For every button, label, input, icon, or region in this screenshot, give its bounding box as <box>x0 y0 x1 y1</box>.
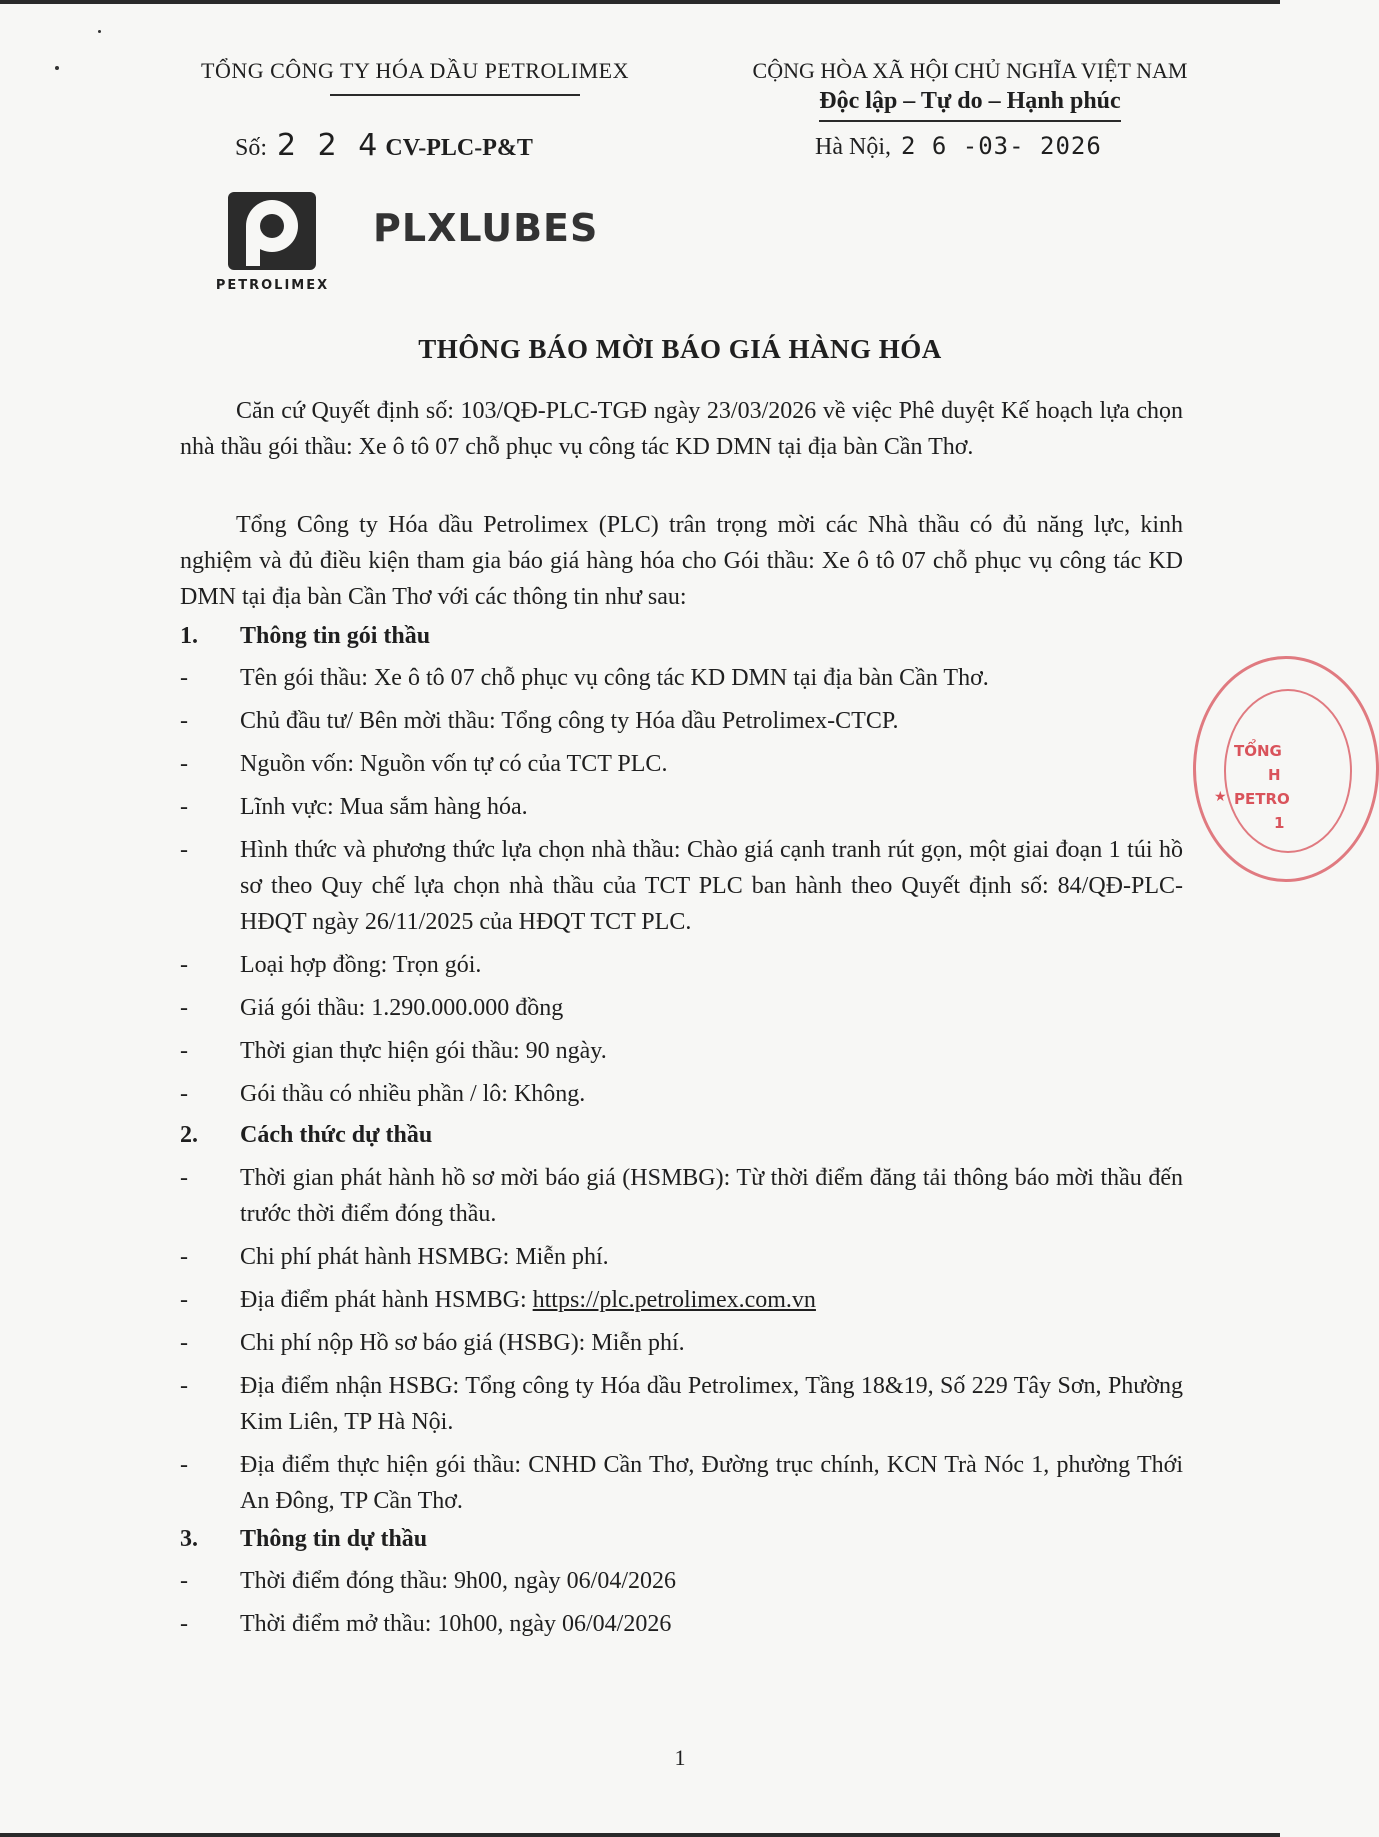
scan-speck <box>98 30 101 33</box>
list-item: - Lĩnh vực: Mua sắm hàng hóa. <box>180 789 1183 825</box>
list-item: - Nguồn vốn: Nguồn vốn tự có của TCT PLC. <box>180 746 1183 782</box>
section-heading-2: 2. Cách thức dự thầu <box>180 1122 433 1148</box>
document-title: THÔNG BÁO MỜI BÁO GIÁ HÀNG HÓA <box>418 334 942 364</box>
country-name: CỘNG HÒA XÃ HỘI CHỦ NGHĨA VIỆT NAM <box>752 58 1188 83</box>
page-number: 1 <box>674 1745 686 1770</box>
national-heading <box>700 56 1240 122</box>
issuer-block <box>160 56 670 86</box>
section-2-list <box>180 1160 1183 1526</box>
document-number <box>235 128 533 163</box>
section-heading-3: 3. Thông tin dự thầu <box>180 1526 428 1552</box>
list-item: - Địa điểm phát hành HSMBG: https://plc.petrolimex.com.vn <box>180 1282 1183 1318</box>
company-seal-stamp: TỔNG H PETRO 1 ★ <box>1193 656 1379 882</box>
scan-edge-top <box>0 0 1280 4</box>
list-item: - Hình thức và phương thức lựa chọn nhà thầu: Chào giá cạnh tranh rút gọn, một giai đoạn 1 túi hồ sơ theo Quy chế lựa chọn nhà thầu của TCT PLC ban hành theo Quyết định số: 84/QĐ-PLC-HĐQT ngày 26/11/2025 của HĐQT TCT PLC. <box>180 832 1183 940</box>
petrolimex-logo-icon <box>228 192 316 270</box>
brand-logo-text: PLXLUBES <box>373 206 599 250</box>
place-label: Hà Nội, <box>815 134 891 160</box>
national-motto: Độc lập – Tự do – Hạnh phúc <box>819 86 1120 122</box>
section-3-list <box>180 1563 1183 1649</box>
list-item: - Chi phí phát hành HSMBG: Miễn phí. <box>180 1239 1183 1275</box>
list-item: - Tên gói thầu: Xe ô tô 07 chỗ phục vụ công tác KD DMN tại địa bàn Cần Thơ. <box>180 660 1183 696</box>
doc-no-label: Số: <box>235 135 268 161</box>
org-name: TỔNG CÔNG TY HÓA DẦU PETROLIMEX <box>201 58 629 83</box>
org-underline <box>330 94 580 96</box>
list-item: - Gói thầu có nhiều phần / lô: Không. <box>180 1076 1183 1112</box>
scan-speck <box>55 66 59 70</box>
intro-paragraph-2: Tổng Công ty Hóa dầu Petrolimex (PLC) trân trọng mời các Nhà thầu có đủ năng lực, kinh nghiệm và đủ điều kiện tham gia báo giá hàng hóa cho Gói thầu: Xe ô tô 07 chỗ phục vụ công tác KD DMN tại địa bàn Cần Thơ với các thông tin như sau: <box>180 512 1183 610</box>
logo-caption: PETROLIMEX <box>215 278 330 293</box>
doc-code: CV-PLC-P&T <box>385 135 533 161</box>
place-date <box>815 132 1102 161</box>
list-item: - Chủ đầu tư/ Bên mời thầu: Tổng công ty Hóa dầu Petrolimex-CTCP. <box>180 703 1183 739</box>
list-item: - Chi phí nộp Hồ sơ báo giá (HSBG): Miễn phí. <box>180 1325 1183 1361</box>
list-item: - Giá gói thầu: 1.290.000.000 đồng <box>180 990 1183 1026</box>
list-item: - Thời gian thực hiện gói thầu: 90 ngày. <box>180 1033 1183 1069</box>
list-item: - Địa điểm nhận HSBG: Tổng công ty Hóa dầu Petrolimex, Tầng 18&19, Số 229 Tây Sơn, Phường Kim Liên, TP Hà Nội. <box>180 1368 1183 1440</box>
hsmbg-link[interactable]: https://plc.petrolimex.com.vn <box>532 1287 816 1313</box>
intro-paragraph-1: Căn cứ Quyết định số: 103/QĐ-PLC-TGĐ ngày 23/03/2026 về việc Phê duyệt Kế hoạch lựa chọn nhà thầu gói thầu: Xe ô tô 07 chỗ phục vụ công tác KD DMN tại địa bàn Cần Thơ. <box>180 398 1183 460</box>
list-item: - Thời điểm đóng thầu: 9h00, ngày 06/04/2026 <box>180 1563 1183 1599</box>
section-heading-1: 1. Thông tin gói thầu <box>180 623 431 649</box>
list-item: - Thời gian phát hành hồ sơ mời báo giá (HSMBG): Từ thời điểm đăng tải thông báo mời thầu đến trước thời điểm đóng thầu. <box>180 1160 1183 1232</box>
doc-no-handwritten: 2 2 4 <box>277 128 384 163</box>
list-item: - Loại hợp đồng: Trọn gói. <box>180 947 1183 983</box>
section-1-list <box>180 660 1183 1119</box>
star-icon: ★ <box>1214 789 1227 805</box>
scan-edge-bottom <box>0 1833 1280 1837</box>
list-item: - Địa điểm thực hiện gói thầu: CNHD Cần Thơ, Đường trục chính, KCN Trà Nóc 1, phường Thới An Đông, TP Cần Thơ. <box>180 1447 1183 1519</box>
date-handwritten: 2 6 -03- 2026 <box>900 132 1102 160</box>
list-item: - Thời điểm mở thầu: 10h00, ngày 06/04/2026 <box>180 1606 1183 1642</box>
